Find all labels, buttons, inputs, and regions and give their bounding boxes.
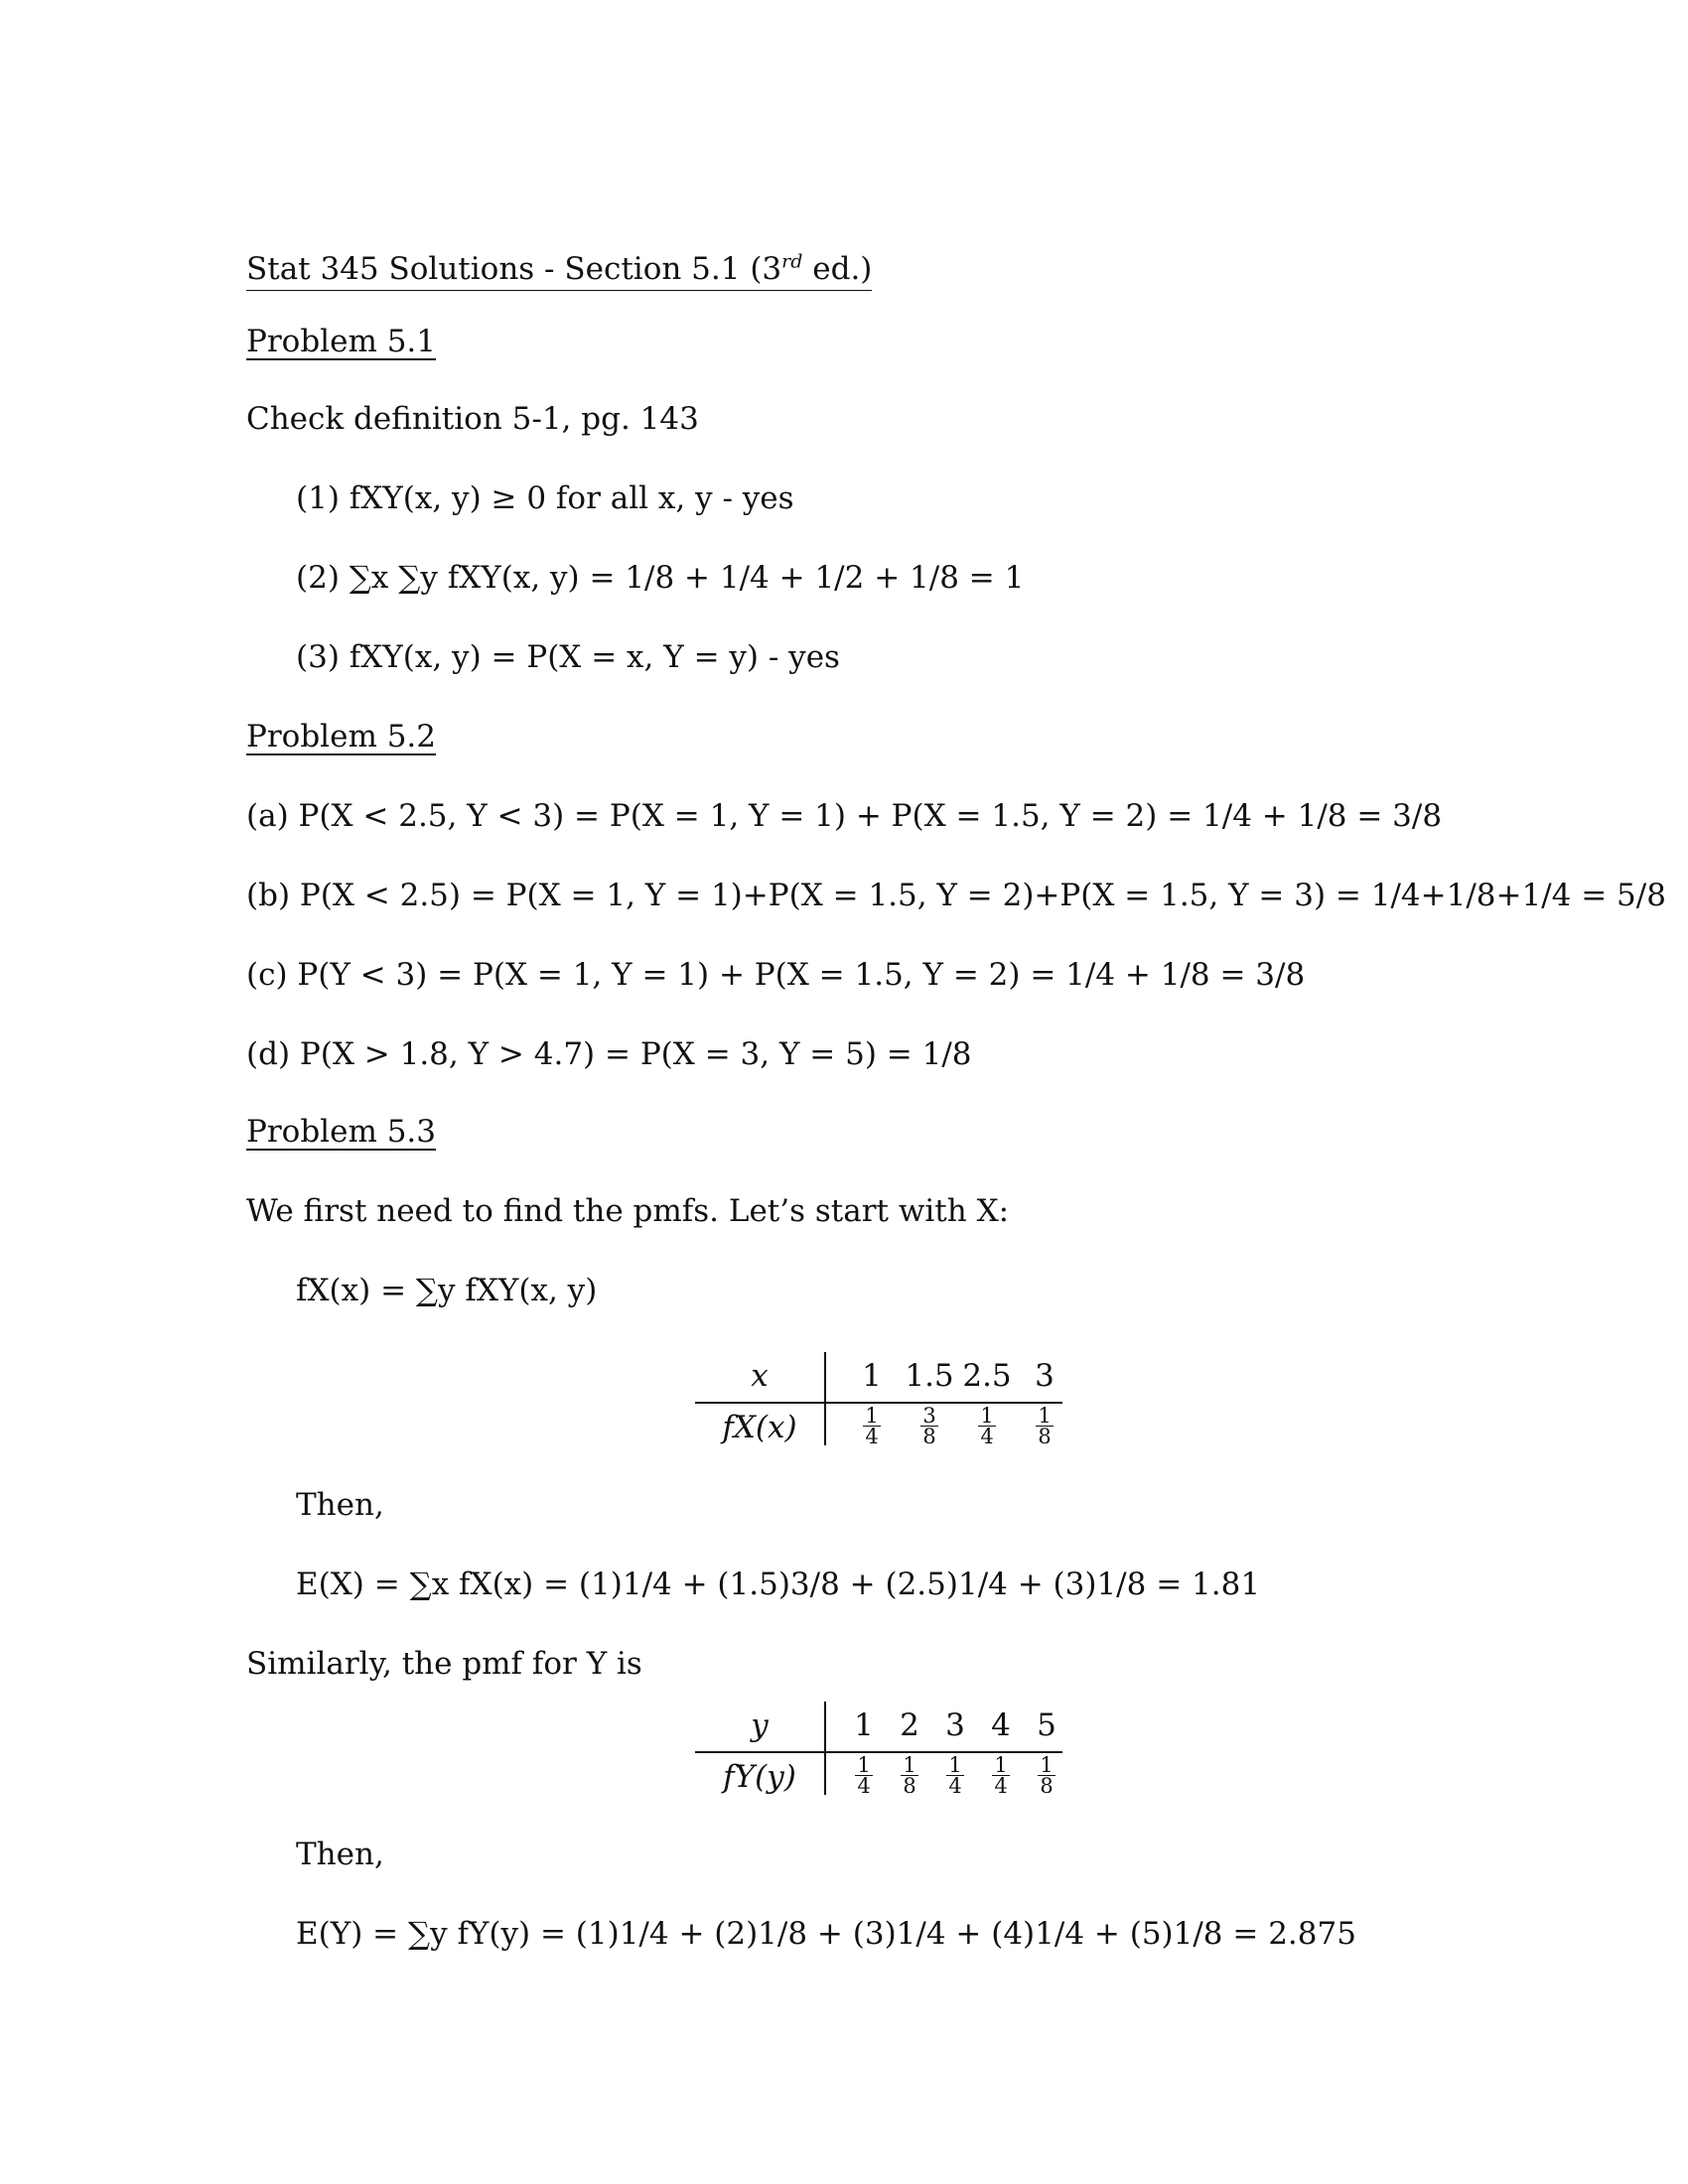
fraction-numerator: 1 — [1040, 1753, 1054, 1777]
table_y-prob-cell — [1017, 1755, 1076, 1796]
pmf-table-y — [695, 1702, 1072, 1811]
title-superscript: rd — [781, 251, 803, 273]
fraction-denominator: 8 — [1038, 1425, 1052, 1448]
fraction-numerator: 3 — [922, 1404, 936, 1428]
problem-5-1-heading: Problem 5.1 — [246, 324, 436, 359]
p51-item-3: (3) fXY(x, y) = P(X = x, Y = y) - yes — [296, 639, 840, 675]
table_x-prob-cell — [957, 1406, 1017, 1446]
then-2: Then, — [296, 1837, 384, 1872]
pmf-table-x — [695, 1352, 1072, 1461]
problem-5-3-heading: Problem 5.3 — [246, 1114, 436, 1150]
table-x-fn-label: fX(x) — [722, 1410, 797, 1445]
fraction-numerator: 1 — [948, 1753, 962, 1777]
table_y-value-cell: 3 — [945, 1707, 965, 1743]
fraction-denominator: 8 — [1040, 1774, 1054, 1798]
table-x-var-label: x — [751, 1358, 769, 1394]
table_x-prob-cell — [1015, 1406, 1074, 1446]
ex-formula: E(X) = ∑x fX(x) = (1)1/4 + (1.5)3/8 + (2.5)1/4 + (3)1/8 = 1.81 — [296, 1567, 1261, 1602]
fraction — [920, 1406, 937, 1446]
ey-formula: E(Y) = ∑y fY(y) = (1)1/4 + (2)1/8 + (3)1/4 + (4)1/4 + (5)1/8 = 2.875 — [296, 1916, 1356, 1952]
p51-item-2: (2) ∑x ∑y fXY(x, y) = 1/8 + 1/4 + 1/2 + 1/8 = 1 — [296, 560, 1025, 596]
fraction — [901, 1755, 917, 1796]
table-y-vertical-rule — [824, 1702, 826, 1795]
table_x-prob-cell — [900, 1406, 959, 1446]
fraction — [1036, 1406, 1053, 1446]
p53-intro: We first need to find the pmfs. Let’s start with X: — [246, 1193, 1010, 1229]
table-y-fn-label: fY(y) — [723, 1759, 796, 1795]
table-x-horizontal-rule — [695, 1402, 1062, 1404]
fraction — [863, 1406, 880, 1446]
table_x-value-cell: 2.5 — [962, 1358, 1012, 1394]
table-y-var-label: y — [751, 1707, 769, 1743]
fraction-numerator: 1 — [1038, 1404, 1052, 1428]
table_x-value-cell: 1 — [862, 1358, 882, 1394]
fraction-denominator: 4 — [857, 1774, 871, 1798]
fraction-denominator: 8 — [922, 1425, 936, 1448]
fraction-numerator: 1 — [865, 1404, 879, 1428]
title-end: ed.) — [802, 251, 873, 288]
then-1: Then, — [296, 1487, 384, 1523]
fraction-numerator: 1 — [994, 1753, 1008, 1777]
problem-5-1-intro: Check definition 5-1, pg. 143 — [246, 401, 699, 437]
p52-item-c: (c) P(Y < 3) = P(X = 1, Y = 1) + P(X = 1.5, Y = 2) = 1/4 + 1/8 = 3/8 — [246, 957, 1306, 993]
similarly-text: Similarly, the pmf for Y is — [246, 1646, 642, 1682]
fraction-denominator: 4 — [980, 1425, 994, 1448]
table_y-value-cell: 1 — [854, 1707, 874, 1743]
fraction — [946, 1755, 963, 1796]
fraction — [1038, 1755, 1055, 1796]
fraction-denominator: 4 — [865, 1425, 879, 1448]
fraction-denominator: 8 — [903, 1774, 916, 1798]
p52-item-b: (b) P(X < 2.5) = P(X = 1, Y = 1)+P(X = 1.5, Y = 2)+P(X = 1.5, Y = 3) = 1/4+1/8+1/4 = 5/8 — [246, 878, 1666, 913]
fraction — [978, 1406, 995, 1446]
fx-formula: fX(x) = ∑y fXY(x, y) — [296, 1273, 598, 1308]
title-text: Stat 345 Solutions - Section 5.1 (3 — [246, 251, 782, 288]
table_x-prob-cell — [842, 1406, 902, 1446]
doc-title — [246, 240, 872, 291]
fraction-denominator: 4 — [994, 1774, 1008, 1798]
table_x-value-cell: 3 — [1035, 1358, 1055, 1394]
fraction — [855, 1755, 872, 1796]
fraction-numerator: 1 — [857, 1753, 871, 1777]
table_y-value-cell: 2 — [900, 1707, 919, 1743]
fraction-numerator: 1 — [903, 1753, 916, 1777]
fraction — [992, 1755, 1009, 1796]
p51-item-1: (1) fXY(x, y) ≥ 0 for all x, y - yes — [296, 480, 794, 516]
table_x-value-cell: 1.5 — [905, 1358, 954, 1394]
p52-item-a: (a) P(X < 2.5, Y < 3) = P(X = 1, Y = 1) + P(X = 1.5, Y = 2) = 1/4 + 1/8 = 3/8 — [246, 798, 1443, 834]
p52-item-d: (d) P(X > 1.8, Y > 4.7) = P(X = 3, Y = 5) = 1/8 — [246, 1036, 972, 1072]
fraction-denominator: 4 — [948, 1774, 962, 1798]
table-x-vertical-rule — [824, 1352, 826, 1445]
table_y-value-cell: 5 — [1037, 1707, 1056, 1743]
problem-5-2-heading: Problem 5.2 — [246, 719, 436, 754]
fraction-numerator: 1 — [980, 1404, 994, 1428]
table_y-value-cell: 4 — [991, 1707, 1011, 1743]
